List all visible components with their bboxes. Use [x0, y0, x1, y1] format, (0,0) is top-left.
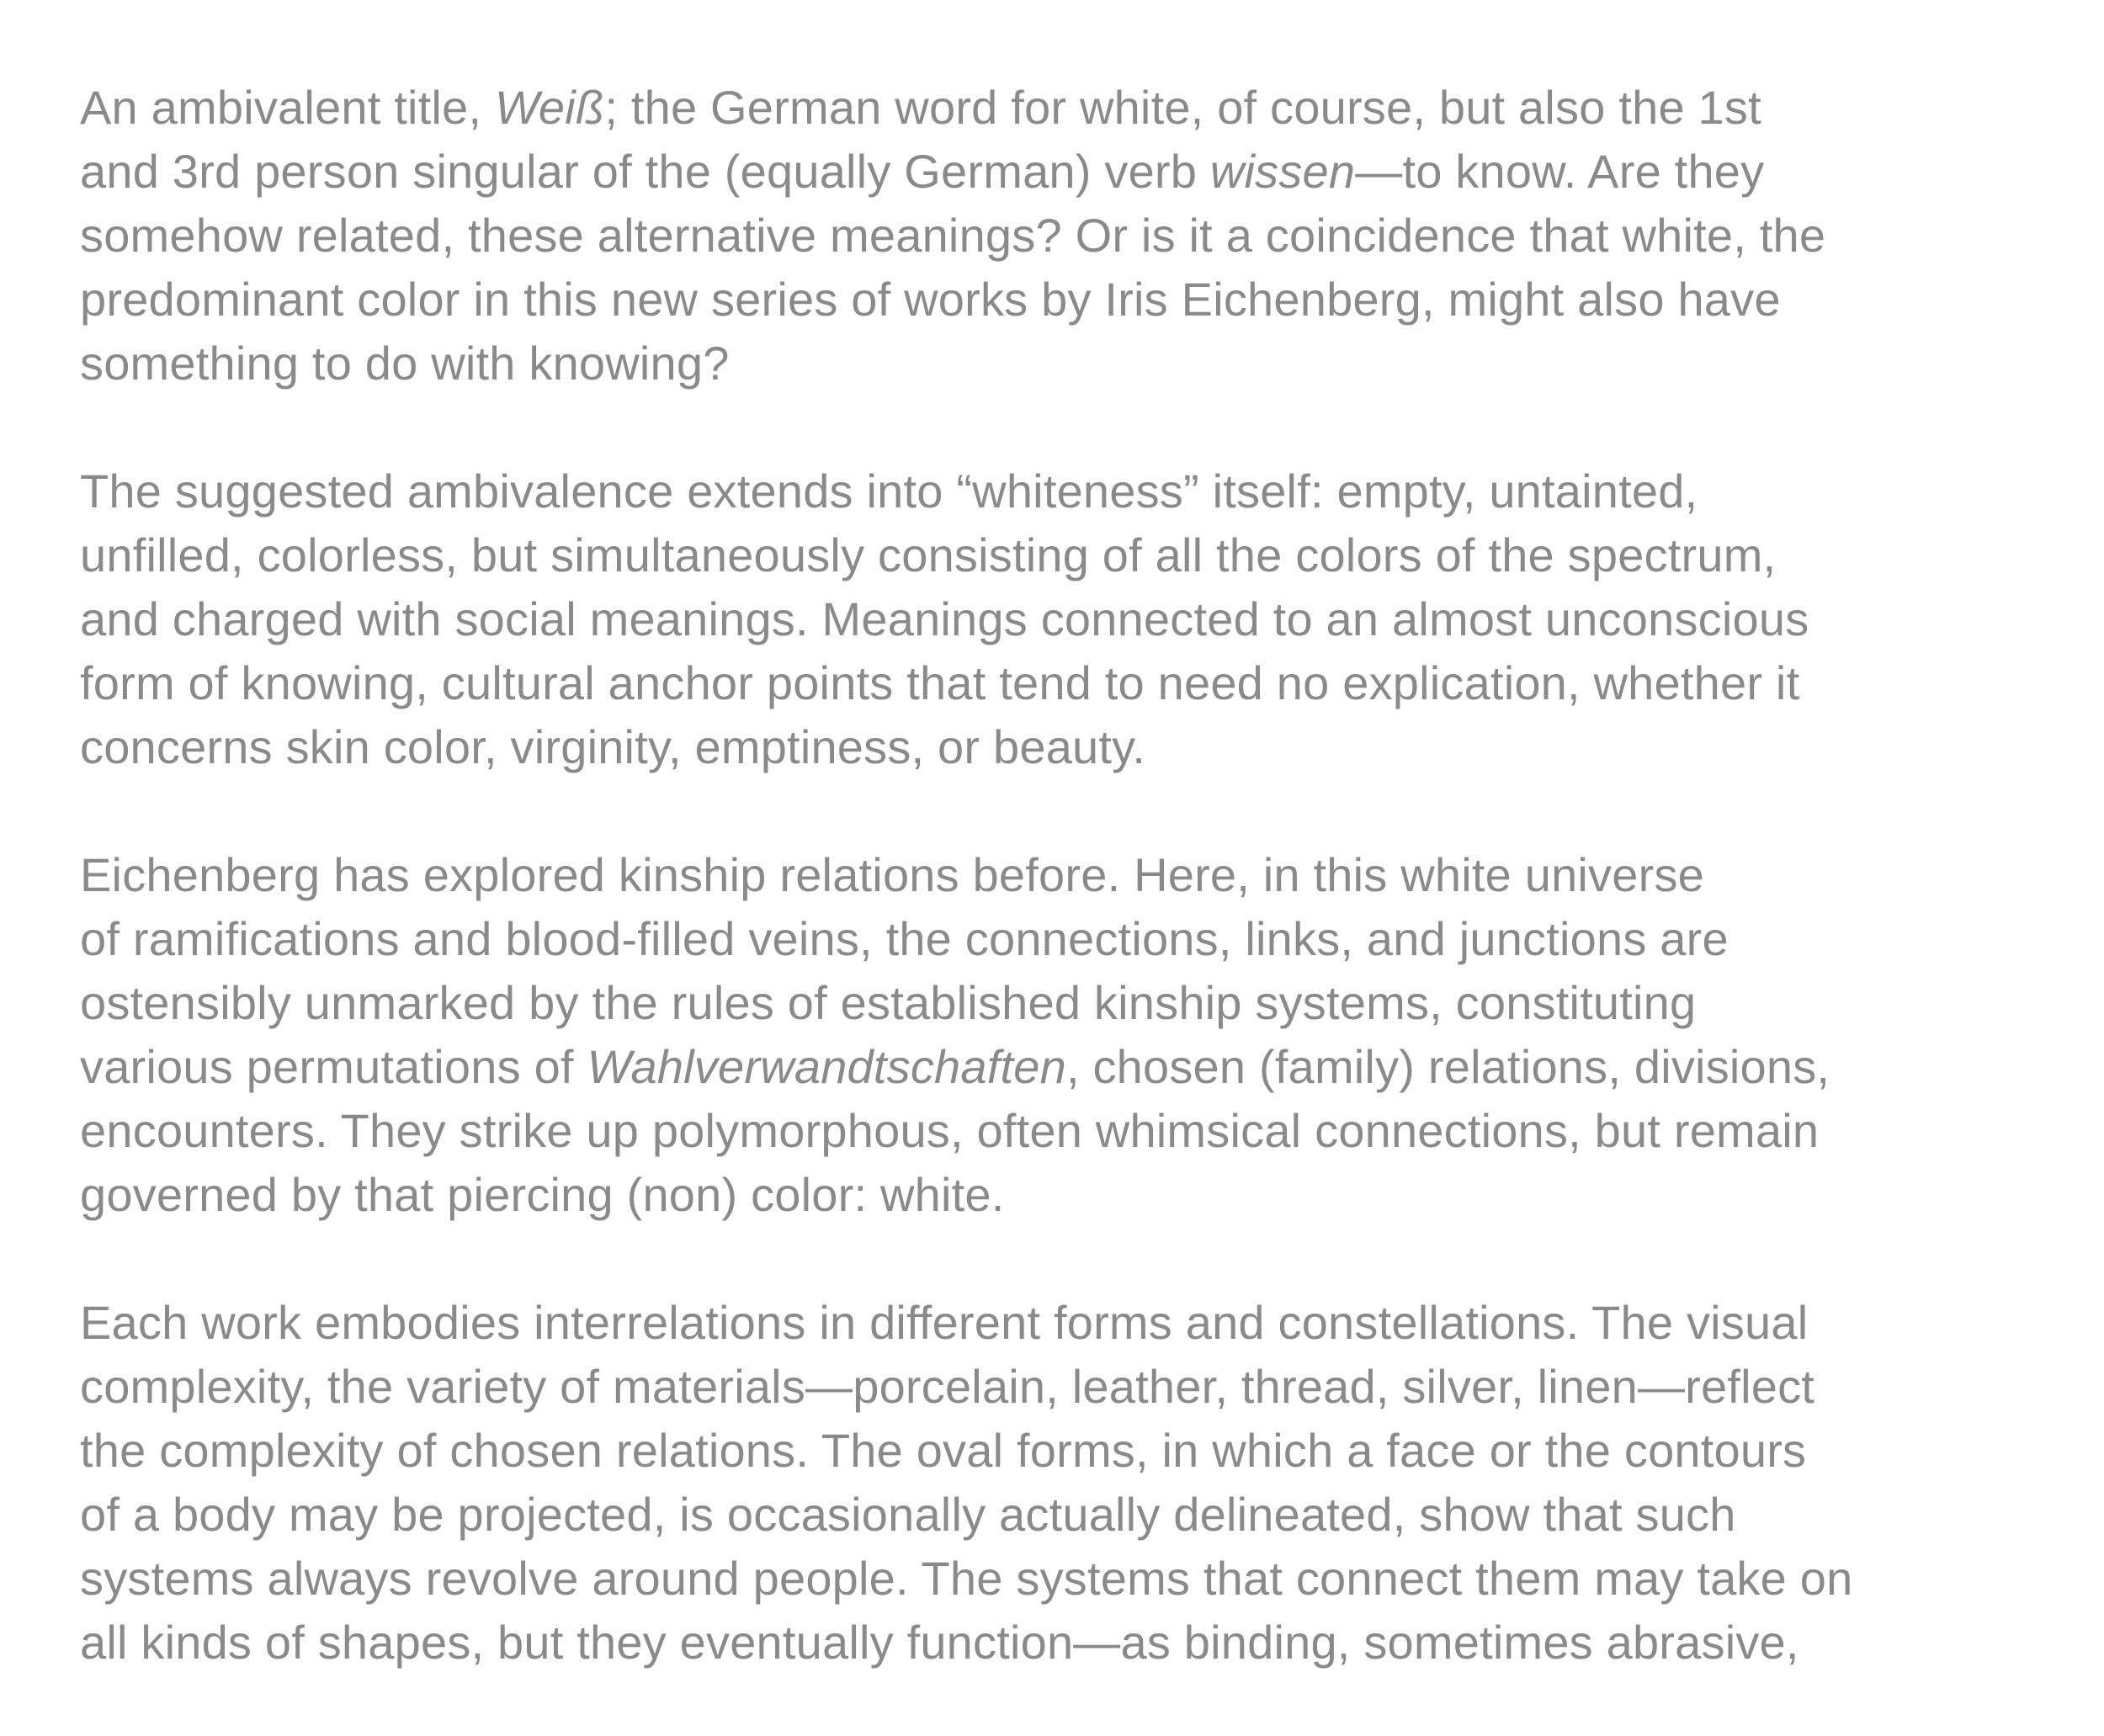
text-run: form of knowing, cultural anchor points that tend to need no explication, whether it: [80, 656, 1800, 709]
text-run: , chosen (family) relations, divisions,: [1065, 1040, 1830, 1093]
paragraph-2: [80, 459, 2049, 779]
text-run: predominant color in this new series of works by Iris Eichenberg, might also have: [80, 273, 1781, 326]
italic-term: Weiß: [494, 81, 605, 134]
text-line: [80, 1611, 2049, 1675]
text-run: governed by that piercing (non) color: white.: [80, 1168, 1005, 1221]
text-line: [80, 587, 2049, 651]
text-run: Each work embodies interrelations in different forms and constellations. The visual: [80, 1296, 1809, 1349]
text-line: [80, 332, 2049, 396]
italic-term: wissen: [1209, 145, 1356, 198]
text-run: the complexity of chosen relations. The oval forms, in which a face or the contours: [80, 1424, 1807, 1477]
text-line: [80, 1355, 2049, 1419]
text-line: [80, 268, 2049, 332]
text-line: [80, 1291, 2049, 1355]
text-line: [80, 651, 2049, 715]
text-run: systems always revolve around people. The systems that connect them may take on: [80, 1552, 1853, 1605]
text-line: [80, 1547, 2049, 1611]
text-run: ostensibly unmarked by the rules of established kinship systems, constituting: [80, 976, 1697, 1029]
text-run: An ambivalent title,: [80, 81, 495, 134]
text-line: [80, 843, 2049, 907]
text-line: [80, 971, 2049, 1035]
text-line: [80, 907, 2049, 971]
text-run: something to do with knowing?: [80, 337, 730, 390]
text-run: Eichenberg has explored kinship relations before. Here, in this white universe: [80, 848, 1704, 901]
paragraph-4: [80, 1291, 2049, 1675]
text-run: all kinds of shapes, but they eventually function—as binding, sometimes abrasive,: [80, 1616, 1799, 1669]
text-run: and 3rd person singular of the (equally German) verb: [80, 145, 1210, 198]
text-line: [80, 459, 2049, 523]
text-run: of ramifications and blood-filled veins, the connections, links, and junctions are: [80, 912, 1729, 965]
text-line: [80, 1035, 2049, 1099]
paragraph-3: [80, 843, 2049, 1227]
text-run: various permutations of: [80, 1040, 587, 1093]
italic-term: Wahlverwandtschaften: [587, 1040, 1066, 1093]
text-line: [80, 715, 2049, 779]
text-run: and charged with social meanings. Meanings connected to an almost unconscious: [80, 592, 1809, 645]
text-line: [80, 204, 2049, 268]
article-text: [80, 76, 2049, 1675]
text-line: [80, 1099, 2049, 1163]
text-run: unfilled, colorless, but simultaneously consisting of all the colors of the spectrum,: [80, 528, 1777, 581]
paragraph-1: [80, 76, 2049, 396]
text-run: encounters. They strike up polymorphous, often whimsical connections, but remain: [80, 1104, 1820, 1157]
text-run: The suggested ambivalence extends into “whiteness” itself: empty, untainted,: [80, 465, 1698, 518]
text-line: [80, 140, 2049, 204]
text-line: [80, 76, 2049, 140]
text-line: [80, 1419, 2049, 1483]
text-line: [80, 1163, 2049, 1227]
text-line: [80, 1483, 2049, 1547]
text-line: [80, 523, 2049, 587]
text-run: ; the German word for white, of course, but also the 1st: [604, 81, 1761, 134]
text-run: of a body may be projected, is occasionally actually delineated, show that such: [80, 1488, 1736, 1541]
text-run: complexity, the variety of materials—porcelain, leather, thread, silver, linen—reflect: [80, 1360, 1815, 1413]
text-run: concerns skin color, virginity, emptiness, or beauty.: [80, 720, 1145, 773]
text-run: somehow related, these alternative meanings? Or is it a coincidence that white, the: [80, 209, 1826, 262]
text-run: —to know. Are they: [1355, 145, 1765, 198]
